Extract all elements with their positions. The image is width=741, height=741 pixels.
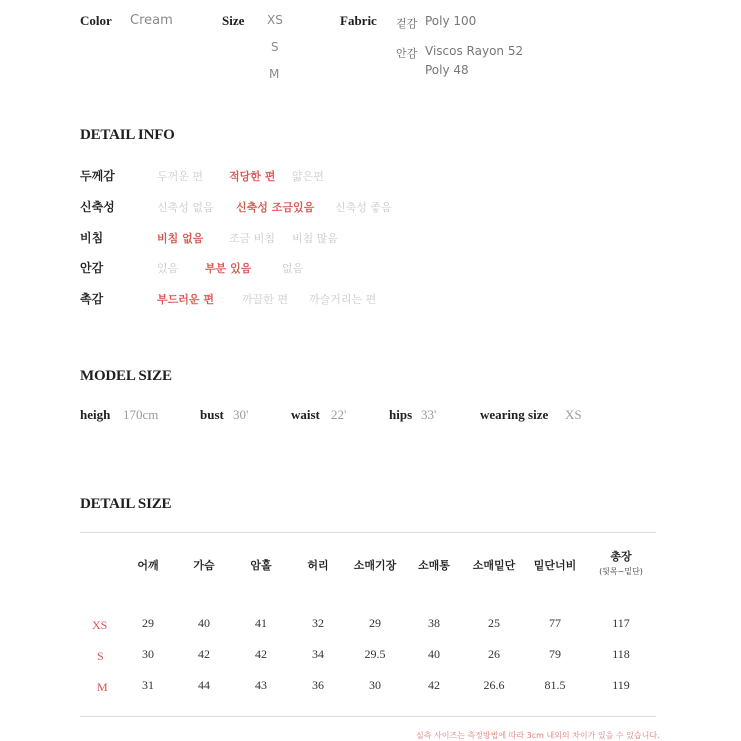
size-table-cell: 31: [142, 678, 154, 692]
detail-info-label: 안감: [80, 261, 104, 275]
table-top-rule: [80, 532, 656, 533]
table-bottom-rule: [80, 716, 656, 717]
detail-info-option-selected: 적당한 편: [229, 170, 276, 183]
size-label: Size: [222, 13, 245, 28]
size-table-cell: 26.6: [483, 678, 505, 692]
detail-info-label: 촉감: [80, 292, 104, 306]
model-size-title: MODEL SIZE: [80, 368, 172, 384]
size-table-cell: 119: [612, 678, 630, 692]
size-option-xs: XS: [267, 13, 283, 27]
detail-info-option-selected: 비침 없음: [157, 232, 204, 245]
size-table-cell: 34: [312, 647, 324, 661]
fabric-inner-value: Viscos Rayon 52: [425, 44, 524, 58]
size-table-cell: 77: [549, 616, 561, 630]
detail-info-option: 비침 많음: [292, 232, 339, 245]
detail-info-label: 비침: [80, 231, 104, 245]
size-option-s: S: [271, 40, 279, 54]
measurement-note: 실측 사이즈는 측정방법에 따라 3cm 내외의 차이가 있을 수 있습니다.: [416, 731, 660, 740]
size-table-cell: 29: [142, 616, 154, 630]
model-height-label: heigh: [80, 407, 111, 422]
detail-info-option: 두꺼운 편: [157, 170, 204, 183]
size-table-row-label: XS: [92, 618, 108, 632]
detail-info-label: 두께감: [80, 169, 115, 183]
size-table-cell: 79: [549, 647, 561, 661]
size-table-header: 소매기장: [353, 559, 397, 572]
detail-info-option: 있음: [157, 262, 179, 275]
fabric-label: Fabric: [340, 13, 377, 28]
detail-info-title: DETAIL INFO: [80, 127, 175, 143]
size-table-cell: 42: [428, 678, 440, 692]
fabric-inner-label: 안감: [396, 47, 418, 60]
detail-info-option-selected: 신축성 조금있음: [236, 201, 315, 214]
size-table-row-label: S: [97, 649, 104, 663]
size-table-cell: 29: [369, 616, 381, 630]
model-hips-label: hips: [389, 407, 413, 422]
detail-info-option: 없음: [282, 262, 304, 275]
model-waist-label: waist: [291, 407, 320, 422]
size-table-cell: 118: [612, 647, 630, 661]
model-hips-value: 33': [421, 407, 437, 422]
size-table-cell: 41: [255, 616, 267, 630]
detail-info-label: 신축성: [80, 200, 115, 214]
size-table-cell: 117: [612, 616, 630, 630]
size-table-header: 밑단너비: [533, 559, 577, 572]
detail-info-option: 까끌한 편: [242, 293, 289, 306]
model-wearing-value: XS: [565, 407, 582, 422]
model-bust-value: 30': [233, 407, 249, 422]
size-table-cell: 26: [488, 647, 500, 661]
detail-info-option: 신축성 좋음: [335, 201, 392, 214]
size-table-header: 허리: [307, 559, 329, 572]
detail-info-option: 얇은편: [292, 170, 324, 183]
size-table-cell: 43: [255, 678, 267, 692]
size-table-row-label: M: [97, 680, 108, 694]
fabric-inner-value-2: Poly 48: [425, 63, 469, 77]
color-value: Cream: [130, 13, 173, 28]
size-table-header: 암홀: [250, 559, 272, 572]
detail-info-option: 신축성 없음: [157, 201, 214, 214]
size-table-header: 총장: [610, 550, 632, 563]
size-table-cell: 40: [198, 616, 210, 630]
size-table-cell: 30: [369, 678, 381, 692]
size-table-cell: 32: [312, 616, 324, 630]
fabric-outer-label: 겉감: [396, 17, 418, 30]
color-label: Color: [80, 13, 112, 28]
detail-info-option-selected: 부분 있음: [205, 262, 252, 275]
model-wearing-label: wearing size: [480, 407, 549, 422]
size-table-header: 가슴: [193, 559, 215, 572]
size-table-header: 어깨: [137, 559, 159, 572]
detail-info-option-selected: 부드러운 편: [157, 293, 214, 306]
model-waist-value: 22': [331, 407, 347, 422]
size-table-cell: 81.5: [544, 678, 566, 692]
size-table-cell: 40: [428, 647, 440, 661]
size-table-cell: 44: [198, 678, 210, 692]
size-table-cell: 25: [488, 616, 500, 630]
size-table-cell: 42: [198, 647, 210, 661]
size-table-header: 소매통: [418, 559, 450, 572]
fabric-outer-value: Poly 100: [425, 14, 477, 28]
size-table-cell: 29.5: [364, 647, 386, 661]
detail-size-title: DETAIL SIZE: [80, 496, 172, 512]
size-table-cell: 38: [428, 616, 440, 630]
size-table-cell: 30: [142, 647, 154, 661]
model-height-value: 170cm: [123, 407, 159, 422]
detail-info-option: 조금 비침: [229, 232, 276, 245]
detail-info-option: 까슬거리는 편: [309, 293, 377, 306]
size-table-cell: 36: [312, 678, 324, 692]
size-table-cell: 42: [255, 647, 267, 661]
size-option-m: M: [269, 67, 280, 81]
size-table-header: 소매밑단: [472, 559, 516, 572]
size-table-header-sub: (뒷목~밑단): [599, 567, 643, 576]
model-bust-label: bust: [200, 407, 224, 422]
